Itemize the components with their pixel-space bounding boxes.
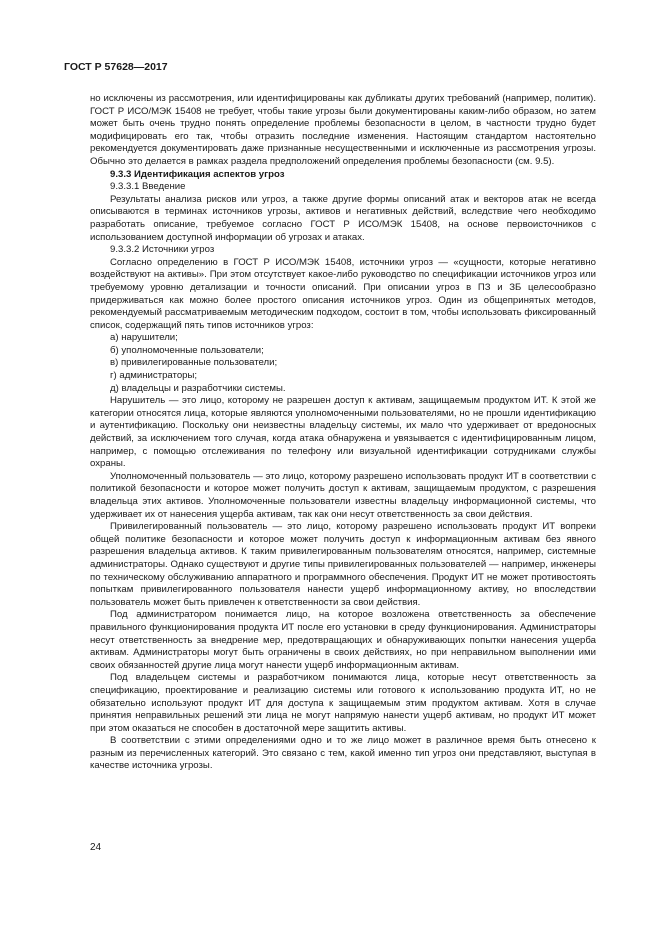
list-item: б) уполномоченные пользователи; bbox=[110, 344, 264, 356]
paragraph-continuation: но исключены из рассмотрения, или идентифицированы как дубликаты других требований (например, политик). ГОСТ Р ИСО/МЭК 15408 не требует, чтобы такие угрозы были документированы каким-либо образом, но затем может быть очень трудно понять определение проблемы безопасности в целом, в частности трудно будет модифицировать его так, чтобы отразить последние изменения. Настоящим стандартом настоятельно рекомендуется документировать даже признанные несущественными и исключенные из рассмотрения угрозы. Обычно это делается в рамках раздела предположений определения проблемы безопасности (см. 9.5). bbox=[90, 93, 596, 167]
subsection-heading-9-3-3-2: 9.3.3.2 Источники угроз bbox=[110, 244, 215, 256]
paragraph-introduction: Результаты анализа рисков или угроз, а также другие формы описаний атак и векторов атак не всегда описываются в терминах источников угрозы, активов и негативных действий, вследствие чего необходимо разработать описание, требуемое согласно ГОСТ Р ИСО/МЭК 15408, на основе первоисточников с использованием доступной информации об угрозах и атаках. bbox=[90, 193, 596, 243]
page-number: 24 bbox=[90, 842, 102, 853]
document-header: ГОСТ Р 57628—2017 bbox=[64, 61, 168, 73]
list-item: в) привилегированные пользователи; bbox=[110, 357, 278, 369]
paragraph-privileged-user: Привилегированный пользователь — это лицо, которому разрешено использовать продукт ИТ вопреки общей политике безопасности и которое может получить доступ к информационным активам без явного разрешения владельца активов. К таким привилегированным пользователям относятся, например, системные администраторы. Однако существуют и другие типы привилегированных пользователей — например, инженеры по техническому обслуживанию аппаратного и программного обеспечения. Продукт ИТ не может противостоять попыткам привилегированного пользователя нанести ущерб информационному активу, но впоследствии пользователь может быть привлечен к ответственности за свои действия. bbox=[90, 521, 596, 608]
list-item: г) администраторы; bbox=[110, 370, 198, 382]
paragraph-authorized-user: Уполномоченный пользователь — это лицо, которому разрешено использовать продукт ИТ в соответствии с политикой безопасности и которое может получить доступ к активам, защищаемым продуктом, с разрешения владельца этих активов. Уполномоченные пользователи известны владельцу информационной системы, что удерживает их от нанесения ущерба активам, так как они несут ответственность за свои действия. bbox=[90, 470, 596, 520]
list-item: а) нарушители; bbox=[110, 332, 178, 344]
paragraph-conclusion: В соответствии с этими определениями одно и то же лицо может в различное время быть отнесено к разным из перечисленных категорий. Это связано с тем, какой именно тип угроз они представляют, выступая в качестве источника угрозы. bbox=[90, 735, 596, 772]
list-item: д) владельцы и разработчики системы. bbox=[110, 382, 286, 394]
paragraph-threat-sources: Согласно определению в ГОСТ Р ИСО/МЭК 15408, источники угроз — «сущности, которые негативно воздействуют на активы». При этом отсутствует какое-либо руководство по спецификации источников угроз или требуемому уровню детализации и точности описаний. При описании угроз в ПЗ и ЗБ целесообразно придерживаться как можно более простого описания источников угроз. Один из общепринятых методов, рекомендуемый рассматриваемым методическим подходом, состоит в том, чтобы использовать фиксированный список, содержащий пять типов источников угроз: bbox=[90, 256, 596, 331]
page-content bbox=[90, 93, 596, 773]
threat-source-list bbox=[90, 332, 596, 395]
subsection-heading-9-3-3-1: 9.3.3.1 Введение bbox=[110, 181, 186, 193]
paragraph-administrator: Под администратором понимается лицо, на которое возложена ответственность за обеспечение правильного функционирования продукта ИТ после его установки в среду функционирования. Администраторы несут ответственность за внедрение мер, предотвращающих и обнаруживающих попытки нанесения ущерба активам. Администраторы могут быть ограничены в своих действиях, но при неправильном выполнении ими своих обязанностей другие лица могут нанести ущерб информационным активам. bbox=[90, 609, 596, 671]
paragraph-owner-developer: Под владельцем системы и разработчиком понимаются лица, которые несут ответственность за спецификацию, проектирование и реализацию системы или готового к использованию продукта ИТ, но не обязательно используют продукт ИТ для доступа к защищаемым этим продуктом активам. Хотя в случае принятия неправильных решений эти лица не могут напрямую нанести ущерб активам, но продукт ИТ может при этом оказаться не способен в достаточной мере защитить активы. bbox=[90, 672, 596, 734]
section-heading-9-3-3: 9.3.3 Идентификация аспектов угроз bbox=[110, 168, 285, 180]
paragraph-intruder: Нарушитель — это лицо, которому не разрешен доступ к активам, защищаемым продуктом ИТ. К этой же категории относятся лица, которые являются уполномоченными пользователями, но не прошли идентификацию и аутентификацию. Поскольку они неизвестны владельцу системы, их мало что удерживает от вредоносных действий, за исключением того случая, когда атака обнаружена и увязывается с идентифицированным лицом, например, с помощью отслеживания по телефону или визуальной идентификации сотрудниками службы охраны. bbox=[90, 395, 596, 470]
